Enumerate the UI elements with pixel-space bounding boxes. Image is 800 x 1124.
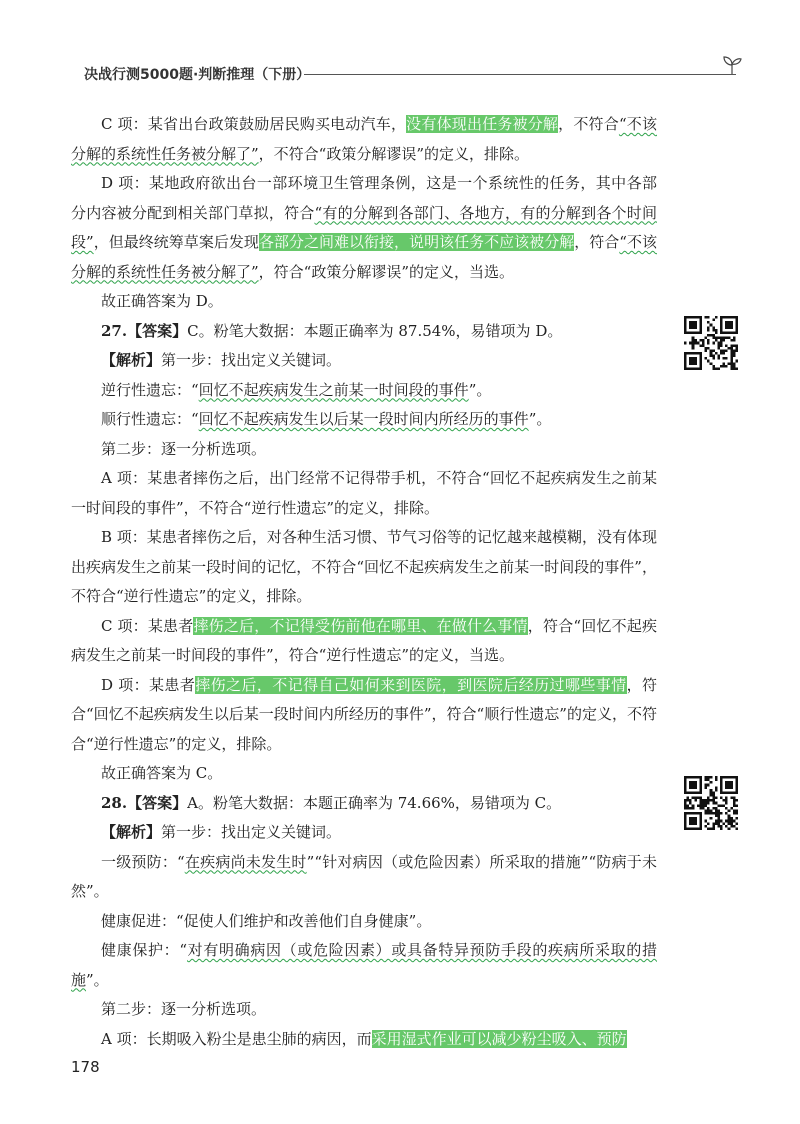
text-run: 第二步：逐一分析选项。 [101, 1000, 267, 1018]
text-run: 顺行性遗忘：“ [101, 410, 199, 428]
qr-code-q28[interactable] [684, 776, 738, 830]
paragraph [71, 317, 657, 347]
underlined-text: “不该分解的系统性任务被分解了” [71, 115, 657, 163]
paragraph [71, 995, 657, 1025]
page-content [71, 110, 657, 1054]
paragraph [71, 346, 657, 376]
section-label: 【解析】 [101, 351, 162, 369]
text-run: A。粉笔大数据：本题正确率为 74.66%，易错项为 C。 [187, 793, 562, 812]
paragraph [71, 848, 657, 907]
section-label: 27.【答案】 [101, 321, 188, 340]
paragraph [71, 789, 657, 819]
text-run: 故正确答案为 D。 [101, 292, 223, 310]
paragraph [71, 612, 657, 671]
paragraph [71, 907, 657, 937]
text-run: ，符合“回忆不起疾病发生以后某一段时间内所经历的事件”，符合“顺行性遗忘”的定义，不符合“逆行性遗忘”的定义，排除。 [71, 675, 657, 753]
text-run: 健康保护：“ [101, 941, 187, 959]
highlighted-text: 没有体现出任务被分解 [406, 115, 559, 133]
header-rule [304, 74, 736, 75]
sprout-icon [720, 52, 744, 76]
text-run: ，符合“政策分解谬误”的定义，当选。 [258, 262, 515, 281]
text-run: 故正确答案为 C。 [101, 764, 223, 782]
underlined-text: 回忆不起疾病发生之前某一时间段的事件 [198, 380, 469, 399]
text-run: D 项：某地政府欲出台一部环境卫生管理条例，这是一个系统性的任务，其中各部分内容被分配到相关部门草拟，符合 [71, 174, 657, 222]
text-run: A 项：某患者摔伤之后，出门经常不记得带手机，不符合“回忆不起疾病发生之前某一时间段的事件”，不符合“逆行性遗忘”的定义，排除。 [71, 469, 657, 517]
paragraph [71, 464, 657, 523]
paragraph [71, 435, 657, 465]
highlighted-text: 摔伤之后，不记得受伤前他在哪里、在做什么事情 [193, 616, 528, 635]
text-run: ，不符合“政策分解谬误”的定义，排除。 [258, 144, 530, 163]
underlined-text: “有的分解到各部门、各地方，有的分解到各个时间段” [71, 203, 657, 251]
text-run: ，符合 [574, 233, 620, 251]
text-run: ，但最终统筹草案后发现 [93, 233, 259, 251]
text-run: 一级预防：“ [101, 852, 185, 871]
text-run: 第一步：找出定义关键词。 [161, 823, 342, 841]
text-run: C 项：某省出台政策鼓励居民购买电动汽车， [101, 115, 407, 133]
text-run: 健康促进：“促使人们维护和改善他们自身健康”。 [101, 911, 432, 930]
text-run: B 项：某患者摔伤之后，对各种生活习惯、节气习俗等的记忆越来越模糊，没有体现出疾病发生之前某一段时间的记忆，不符合“回忆不起疾病发生之前某一时间段的事件”，不符合“逆行性遗忘”的定义，排除。 [71, 528, 657, 605]
paragraph [71, 523, 657, 612]
paragraph [71, 376, 657, 406]
paragraph [71, 1025, 657, 1055]
text-run: ，符合“回忆不起疾病发生之前某一时间段的事件”，符合“逆行性遗忘”的定义，当选。 [71, 616, 658, 664]
text-run: 逆行性遗忘：“ [101, 380, 199, 399]
qr-code-icon [684, 776, 738, 830]
paragraph [71, 287, 657, 317]
text-run: ”。 [86, 970, 109, 989]
text-run: D 项：某患者 [101, 675, 196, 694]
paragraph [71, 818, 657, 848]
underlined-text: 在疾病尚未发生时 [184, 852, 307, 871]
running-header [84, 62, 744, 88]
text-run: ”。 [468, 380, 492, 399]
highlighted-text: 各部分之间难以衔接，说明该任务不应该被分解 [258, 233, 575, 251]
text-run: ”“针对病因（或危险因素）所采取的措施”“防病于未然”。 [71, 852, 657, 900]
text-run: C 项：某患者 [101, 616, 194, 635]
text-run: C。粉笔大数据：本题正确率为 87.54%，易错项为 D。 [187, 321, 563, 340]
text-run: A 项：长期吸入粉尘是患尘肺的病因，而 [101, 1029, 372, 1048]
section-label: 28.【答案】 [101, 793, 188, 812]
page-number: 178 [71, 1058, 100, 1076]
qr-code-q27[interactable] [684, 316, 738, 370]
paragraph [71, 169, 657, 287]
paragraph [71, 759, 657, 789]
text-run: ”。 [528, 410, 552, 428]
qr-code-icon [684, 316, 738, 370]
paragraph [71, 671, 657, 760]
paragraph [71, 110, 657, 169]
underlined-text: 对有明确病因（或危险因素）或具备特异预防手段的疾病所采取的措施 [71, 941, 657, 989]
underlined-text: 回忆不起疾病发生以后某一段时间内所经历的事件 [198, 410, 529, 428]
paragraph [71, 405, 657, 435]
text-run: 第二步：逐一分析选项。 [101, 439, 267, 458]
highlighted-text: 摔伤之后，不记得自己如何来到医院，到医院后经历过哪些事情 [195, 675, 627, 694]
paragraph [71, 936, 657, 995]
underlined-text: “不该分解的系统性任务被分解了” [71, 233, 657, 281]
text-run: 第一步：找出定义关键词。 [161, 351, 342, 369]
text-run: ，不符合 [558, 115, 619, 133]
book-title: 决战行测5000题·判断推理（下册） [84, 67, 311, 83]
section-label: 【解析】 [101, 823, 162, 841]
highlighted-text: 采用湿式作业可以减少粉尘吸入、预防 [371, 1029, 627, 1048]
